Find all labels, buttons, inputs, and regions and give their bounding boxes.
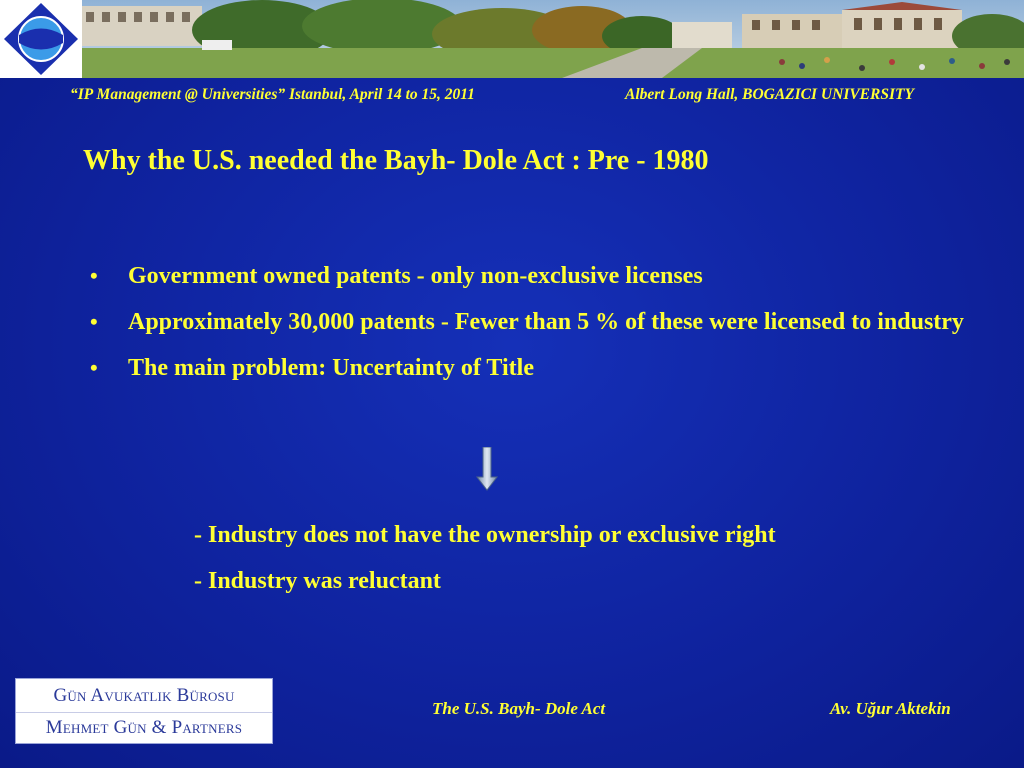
header-banner bbox=[0, 0, 1024, 78]
bullet-marker: • bbox=[90, 309, 98, 334]
bullet-text: The main problem: Uncertainty of Title bbox=[128, 355, 534, 381]
firm-line2-text: Mehmet Gün & Partners bbox=[45, 717, 243, 738]
down-arrow-icon bbox=[476, 447, 498, 491]
footer-topic: The U.S. Bayh- Dole Act bbox=[432, 699, 606, 718]
bullet-marker: • bbox=[90, 355, 98, 380]
bullet-item bbox=[84, 258, 976, 294]
bullet-item bbox=[84, 304, 976, 340]
firm-line1-text: Gün Avukatlık Bürosu bbox=[53, 685, 235, 706]
slide-title: Why the U.S. needed the Bayh- Dole Act : Pre - 1980 bbox=[83, 145, 709, 176]
firm-name-english bbox=[16, 717, 272, 739]
subpoint: - Industry was reluctant bbox=[194, 568, 441, 594]
university-logo-icon bbox=[0, 0, 82, 78]
bullet-text: Government owned patents - only non-exclusive licenses bbox=[128, 263, 703, 289]
firm-name-turkish bbox=[16, 685, 272, 707]
firm-divider bbox=[16, 712, 272, 713]
bullet-text: Approximately 30,000 patents - Fewer than 5 % of these were licensed to industry bbox=[128, 309, 964, 335]
conference-header bbox=[70, 86, 1010, 104]
subpoint: - Industry does not have the ownership or exclusive right bbox=[194, 522, 776, 548]
footer-author: Av. Uğur Aktekin bbox=[830, 699, 951, 718]
conference-title: “IP Management @ Universities” Istanbul, April 14 to 15, 2011 bbox=[70, 86, 475, 103]
firm-logo bbox=[15, 678, 273, 744]
bullet-list bbox=[84, 258, 976, 396]
bullet-item bbox=[84, 350, 976, 386]
campus-photo bbox=[82, 0, 1024, 78]
conference-venue: Albert Long Hall, BOGAZICI UNIVERSITY bbox=[625, 86, 914, 103]
bullet-marker: • bbox=[90, 263, 98, 288]
